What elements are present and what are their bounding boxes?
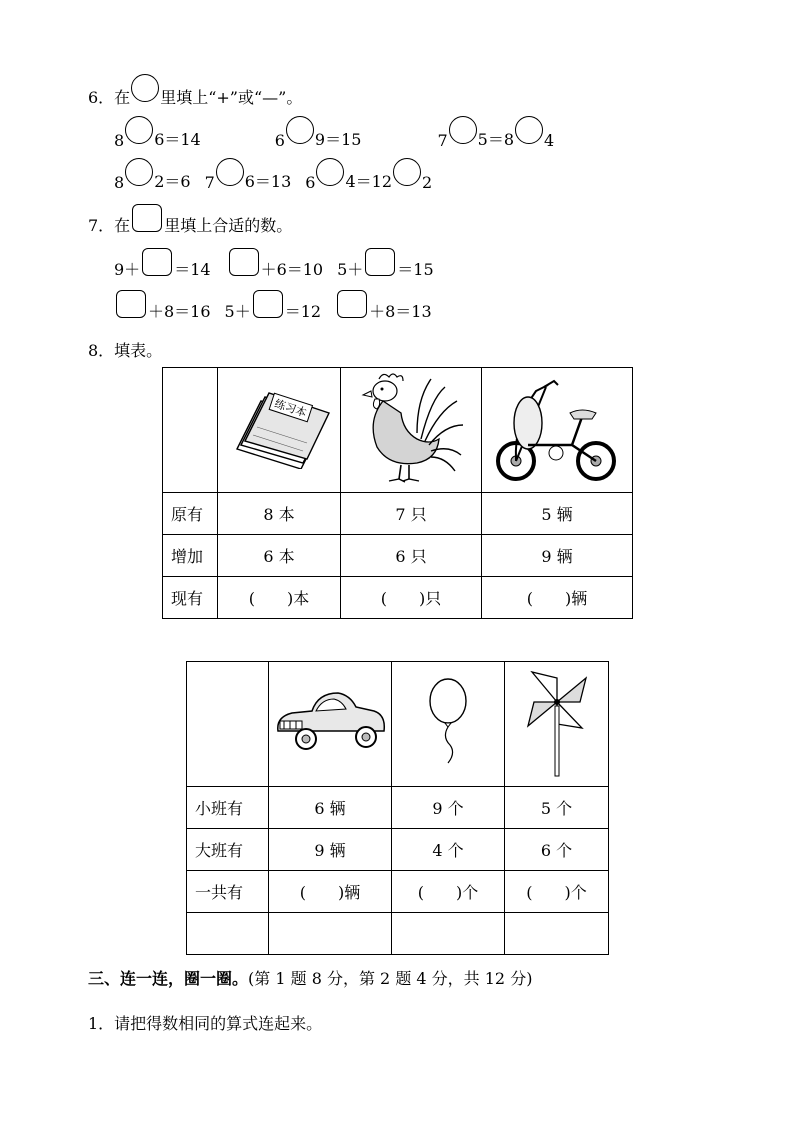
row-label: 大班有	[187, 829, 269, 871]
table-cell: 6 个	[505, 829, 609, 871]
answer-box-sample	[132, 204, 162, 232]
row-label: 增加	[163, 535, 218, 577]
answer-circle[interactable]	[393, 158, 421, 186]
row-label: 现有	[163, 577, 218, 619]
answer-cell[interactable]: ( )个	[505, 871, 609, 913]
bicycle-picture	[492, 373, 622, 483]
table-cell: 8 本	[218, 493, 341, 535]
toy-car-picture	[272, 687, 388, 757]
section-heading	[88, 966, 532, 989]
answer-cell[interactable]: ( )个	[392, 871, 505, 913]
answer-box[interactable]	[229, 248, 259, 276]
section-title: 三、连一连，圈一圈。	[88, 969, 249, 988]
notebook-label-text: 练习本	[272, 397, 309, 420]
balloon-picture	[423, 677, 473, 767]
answer-cell[interactable]: ( )辆	[269, 871, 392, 913]
table-cell: 9 个	[392, 787, 505, 829]
notebook-picture	[227, 387, 331, 469]
q3-1-prompt: 1．请把得数相同的算式连起来。	[88, 1014, 323, 1033]
empty-cell[interactable]	[392, 913, 505, 955]
answer-cell[interactable]: ( )只	[341, 577, 482, 619]
table-cell: 4 个	[392, 829, 505, 871]
bicycle-picture-cell	[482, 368, 633, 493]
notebook-picture-cell	[218, 368, 341, 493]
answer-circle[interactable]	[216, 158, 244, 186]
table-cell: 6 本	[218, 535, 341, 577]
header-empty-cell	[187, 662, 269, 787]
pinwheel-picture	[522, 666, 592, 778]
empty-cell[interactable]	[505, 913, 609, 955]
rooster-picture	[351, 369, 471, 487]
answer-circle[interactable]	[449, 116, 477, 144]
q7-prompt: 7．在 里填上合适的数。	[88, 208, 292, 236]
row-label: 一共有	[187, 871, 269, 913]
row-label: 小班有	[187, 787, 269, 829]
header-empty-cell	[163, 368, 218, 493]
answer-circle[interactable]	[125, 116, 153, 144]
answer-circle[interactable]	[125, 158, 153, 186]
answer-box[interactable]	[116, 290, 146, 318]
answer-cell[interactable]: ( )辆	[482, 577, 633, 619]
empty-row-label	[187, 913, 269, 955]
answer-box[interactable]	[142, 248, 172, 276]
q7-row2: ＋8＝16 5＋ ＝12 ＋8＝13	[114, 294, 432, 322]
answer-circle-sample	[131, 74, 159, 102]
rooster-picture-cell	[341, 368, 482, 493]
table-cell: 7 只	[341, 493, 482, 535]
empty-cell[interactable]	[269, 913, 392, 955]
table-cell: 6 辆	[269, 787, 392, 829]
answer-cell[interactable]: ( )本	[218, 577, 341, 619]
answer-box[interactable]	[253, 290, 283, 318]
table-cell: 5 辆	[482, 493, 633, 535]
row-label: 原有	[163, 493, 218, 535]
answer-circle[interactable]	[316, 158, 344, 186]
table-cell: 6 只	[341, 535, 482, 577]
toy-car-picture-cell	[269, 662, 392, 787]
answer-box[interactable]	[337, 290, 367, 318]
table-cell: 9 辆	[269, 829, 392, 871]
pinwheel-picture-cell	[505, 662, 609, 787]
fill-table-1	[162, 367, 633, 619]
answer-circle[interactable]	[286, 116, 314, 144]
fill-table-2	[186, 661, 609, 955]
q6-row2: 8 2＝6 7 6＝13 6 4＝12 2	[114, 164, 432, 192]
balloon-picture-cell	[392, 662, 505, 787]
answer-circle[interactable]	[515, 116, 543, 144]
q6-row1: 8 6＝14 6 9＝15 7 5＝8 4	[114, 122, 554, 150]
q6-prompt: 6．在 里填上“+”或“—”。	[88, 80, 302, 108]
answer-box[interactable]	[365, 248, 395, 276]
table-cell: 5 个	[505, 787, 609, 829]
q8-prompt: 8．填表。	[88, 341, 163, 360]
section-points: (第 1 题 8 分，第 2 题 4 分，共 12 分)	[248, 969, 533, 988]
table-cell: 9 辆	[482, 535, 633, 577]
q7-row1: 9＋ ＝14 ＋6＝10 5＋ ＝15	[114, 252, 434, 280]
